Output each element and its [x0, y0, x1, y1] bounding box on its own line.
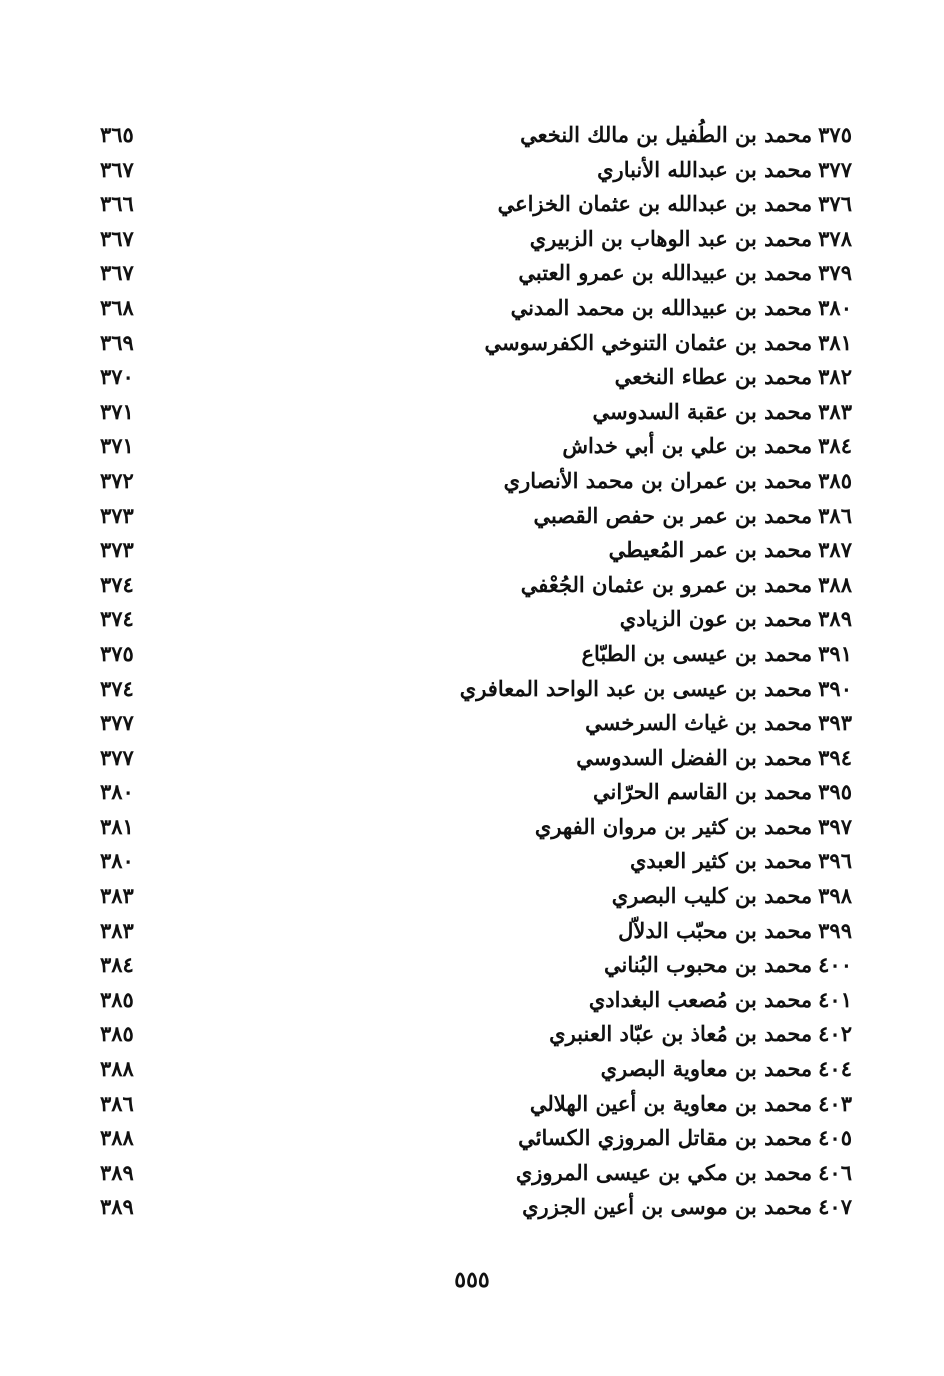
- entry-number: ٤٠٤: [818, 1056, 852, 1082]
- index-entry: [100, 533, 852, 568]
- page-number: ٥٥٥: [454, 1267, 490, 1293]
- entry-number: ٣٧٨: [818, 225, 852, 251]
- entry-page-ref: ٣٦٧: [100, 260, 134, 286]
- index-entry: [100, 672, 852, 707]
- entry-number: ٣٩١: [818, 640, 852, 666]
- entry-text: [612, 879, 852, 913]
- entry-number: ٤٠٧: [818, 1194, 852, 1220]
- entry-number: ٣٩٥: [818, 779, 852, 805]
- entry-text: [520, 118, 852, 152]
- entry-text: [589, 983, 852, 1017]
- entry-name: محمد بن كليب البصري: [611, 883, 813, 909]
- entry-page-ref: ٣٨٩: [100, 1194, 134, 1220]
- entry-name: محمد بن كثير العبدي: [630, 848, 813, 874]
- index-entry: [100, 844, 852, 879]
- entry-page-ref: ٣٨٦: [100, 1090, 134, 1116]
- entry-text: [620, 602, 852, 636]
- entry-number: ٣٧٩: [818, 260, 852, 286]
- entry-name: محمد بن معاوية البصري: [600, 1056, 813, 1082]
- entry-name: محمد بن عبدالله الأنباري: [597, 156, 813, 182]
- entry-text: [604, 948, 852, 982]
- entry-page-ref: ٣٧٧: [100, 744, 134, 770]
- entry-number: ٣٩٤: [818, 744, 852, 770]
- entry-name: محمد بن علي بن أبي خداش: [562, 433, 813, 459]
- entry-page-ref: ٣٨٠: [100, 848, 134, 874]
- entry-text: [592, 395, 852, 429]
- entry-page-ref: ٣٧١: [100, 398, 134, 424]
- entry-number: ٤٠١: [818, 986, 852, 1012]
- entry-page-ref: ٣٨٣: [100, 883, 134, 909]
- index-entry: [100, 1052, 852, 1087]
- index-entry: [100, 810, 852, 845]
- index-entry: [100, 568, 852, 603]
- entry-name: محمد بن عون الزيادي: [619, 606, 813, 632]
- entry-text: [511, 291, 852, 325]
- entry-text: [609, 533, 852, 567]
- entry-name: محمد بن عمر بن حفص القصبي: [533, 502, 813, 528]
- entry-number: ٤٠٣: [818, 1090, 852, 1116]
- entry-page-ref: ٣٦٧: [100, 156, 134, 182]
- index-entry: [100, 983, 852, 1018]
- entry-page-ref: ٣٨٤: [100, 952, 134, 978]
- index-entry: [100, 1121, 852, 1156]
- index-entry: [100, 499, 852, 534]
- entry-text: [516, 1156, 852, 1190]
- entry-number: ٣٨٨: [818, 571, 852, 597]
- index-entry: [100, 914, 852, 949]
- index-entry: [100, 741, 852, 776]
- entry-page-ref: ٣٦٧: [100, 225, 134, 251]
- entry-text: [562, 429, 852, 463]
- entry-number: ٣٨٦: [818, 502, 852, 528]
- entry-page-ref: ٣٧٣: [100, 502, 134, 528]
- entry-page-ref: ٣٨٥: [100, 986, 134, 1012]
- entry-page-ref: ٣٧٤: [100, 675, 134, 701]
- entry-name: محمد بن عيسى بن الطبّاع: [581, 640, 813, 666]
- entry-name: محمد بن مقاتل المروزي الكسائي: [518, 1125, 813, 1151]
- entry-page-ref: ٣٧٠: [100, 364, 134, 390]
- entry-text: [504, 464, 852, 498]
- entry-page-ref: ٣٨٩: [100, 1159, 134, 1185]
- entry-name: محمد بن عثمان التنوخي الكفرسوسي: [484, 329, 813, 355]
- index-entry: [100, 222, 852, 257]
- entry-page-ref: ٣٦٨: [100, 294, 134, 320]
- index-entry: [100, 1087, 852, 1122]
- entry-name: محمد بن عيسى بن عبد الواحد المعافري: [459, 675, 813, 701]
- entry-number: ٣٩٦: [818, 848, 852, 874]
- index-entry: [100, 464, 852, 499]
- entry-text: [618, 914, 852, 948]
- entry-page-ref: ٣٨٠: [100, 779, 134, 805]
- entry-page-ref: ٣٨٨: [100, 1125, 134, 1151]
- entry-page-ref: ٣٧٤: [100, 571, 134, 597]
- index-entry: [100, 256, 852, 291]
- entry-text: [597, 153, 852, 187]
- entry-text: [522, 1190, 852, 1224]
- entry-name: محمد بن عطاء النخعي: [614, 364, 813, 390]
- entry-page-ref: ٣٨٨: [100, 1056, 134, 1082]
- entry-page-ref: ٣٧٣: [100, 537, 134, 563]
- entry-name: محمد بن عبدالله بن عثمان الخزاعي: [497, 191, 813, 217]
- index-entry: [100, 1017, 852, 1052]
- index-entry: [100, 879, 852, 914]
- entry-name: محمد بن عبد الوهاب بن الزبيري: [529, 225, 813, 251]
- entry-text: [535, 810, 852, 844]
- entry-number: ٤٠٦: [818, 1159, 852, 1185]
- entry-number: ٣٩٩: [818, 917, 852, 943]
- entry-name: محمد بن كثير بن مروان الفهري: [534, 813, 813, 839]
- entry-number: ٣٧٥: [818, 122, 852, 147]
- entry-number: ٣٨٣: [818, 398, 852, 424]
- entry-number: ٣٩٠: [818, 675, 852, 701]
- entry-page-ref: ٣٧٤: [100, 606, 134, 632]
- index-entry: [100, 1190, 852, 1225]
- entry-name: محمد بن مُعاذ بن عبّاد العنبري: [549, 1021, 813, 1047]
- entry-text: [521, 568, 852, 602]
- entry-number: ٣٩٧: [818, 813, 852, 839]
- entry-text: [518, 1121, 852, 1155]
- entry-page-ref: ٣٧٢: [100, 467, 134, 493]
- entry-name: محمد بن الطُفيل بن مالك النخعي: [520, 122, 813, 147]
- entry-text: [576, 741, 852, 775]
- index-entry: [100, 291, 852, 326]
- index-entry: [100, 1156, 852, 1191]
- entry-text: [615, 360, 852, 394]
- entry-number: ٣٨٧: [818, 537, 852, 563]
- entry-name: محمد بن عبيدالله بن عمرو العتبي: [518, 260, 813, 286]
- entry-text: [518, 256, 852, 290]
- entry-text: [530, 222, 852, 256]
- index-entry: [100, 948, 852, 983]
- entry-text: [581, 637, 852, 671]
- entry-name: محمد بن عمر المُعيطي: [608, 537, 813, 563]
- index-entry: [100, 326, 852, 361]
- entry-number: ٣٨٢: [818, 364, 852, 390]
- entry-number: ٣٩٨: [818, 883, 852, 909]
- entry-name: محمد بن القاسم الحرّاني: [593, 779, 813, 805]
- entry-name: محمد بن محبوب البُناني: [604, 952, 813, 978]
- entry-text: [533, 499, 852, 533]
- entry-page-ref: ٣٨٥: [100, 1021, 134, 1047]
- entry-page-ref: ٣٧١: [100, 433, 134, 459]
- entry-page-ref: ٣٦٥: [100, 122, 134, 147]
- index-entry: [100, 395, 852, 430]
- entry-text: [593, 775, 852, 809]
- entry-name: محمد بن موسى بن أعين الجزري: [522, 1194, 813, 1220]
- entry-text: [498, 187, 852, 221]
- index-entry: [100, 429, 852, 464]
- index-list: [100, 118, 852, 1225]
- entry-number: ٤٠٥: [818, 1125, 852, 1151]
- index-entry: [100, 118, 852, 153]
- index-entry: [100, 360, 852, 395]
- index-entry: [100, 706, 852, 741]
- index-entry: [100, 187, 852, 222]
- entry-name: محمد بن مكي بن عيسى المروزي: [515, 1159, 813, 1185]
- entry-page-ref: ٣٧٧: [100, 710, 134, 736]
- entry-number: ٣٨٩: [818, 606, 852, 632]
- entry-page-ref: ٣٧٥: [100, 640, 134, 666]
- entry-text: [630, 844, 852, 878]
- entry-number: ٤٠٠: [818, 952, 852, 978]
- entry-text: [549, 1017, 852, 1051]
- entry-name: محمد بن الفضل السدوسي: [576, 744, 813, 770]
- entry-number: ٣٨١: [818, 329, 852, 355]
- index-entry: [100, 775, 852, 810]
- entry-name: محمد بن محبّب الدلاّل: [618, 917, 813, 943]
- entry-text: [460, 672, 852, 706]
- entry-number: ٣٨٥: [818, 467, 852, 493]
- entry-number: ٣٩٣: [818, 710, 852, 736]
- entry-text: [585, 706, 852, 740]
- entry-name: محمد بن عمران بن محمد الأنصاري: [503, 467, 813, 493]
- entry-name: محمد بن عقبة السدوسي: [592, 398, 813, 424]
- entry-page-ref: ٣٦٦: [100, 191, 134, 217]
- entry-number: ٣٧٦: [818, 191, 852, 217]
- entry-number: ٣٧٧: [818, 156, 852, 182]
- entry-text: [601, 1052, 852, 1086]
- entry-number: ٣٨٤: [818, 433, 852, 459]
- entry-number: ٤٠٢: [818, 1021, 852, 1047]
- entry-name: محمد بن عمرو بن عثمان الجُعْفي: [520, 571, 813, 597]
- entry-text: [484, 326, 852, 360]
- entry-name: محمد بن غياث السرخسي: [585, 710, 813, 736]
- index-entry: [100, 637, 852, 672]
- index-entry: [100, 153, 852, 188]
- entry-text: [530, 1087, 852, 1121]
- entry-name: محمد بن عبيدالله بن محمد المدني: [510, 294, 813, 320]
- entry-page-ref: ٣٨٣: [100, 917, 134, 943]
- entry-name: محمد بن مُصعب البغدادي: [588, 986, 813, 1012]
- entry-page-ref: ٣٦٩: [100, 329, 134, 355]
- index-entry: [100, 602, 852, 637]
- entry-name: محمد بن معاوية بن أعين الهلالي: [529, 1090, 813, 1116]
- entry-page-ref: ٣٨١: [100, 813, 134, 839]
- entry-number: ٣٨٠: [818, 294, 852, 320]
